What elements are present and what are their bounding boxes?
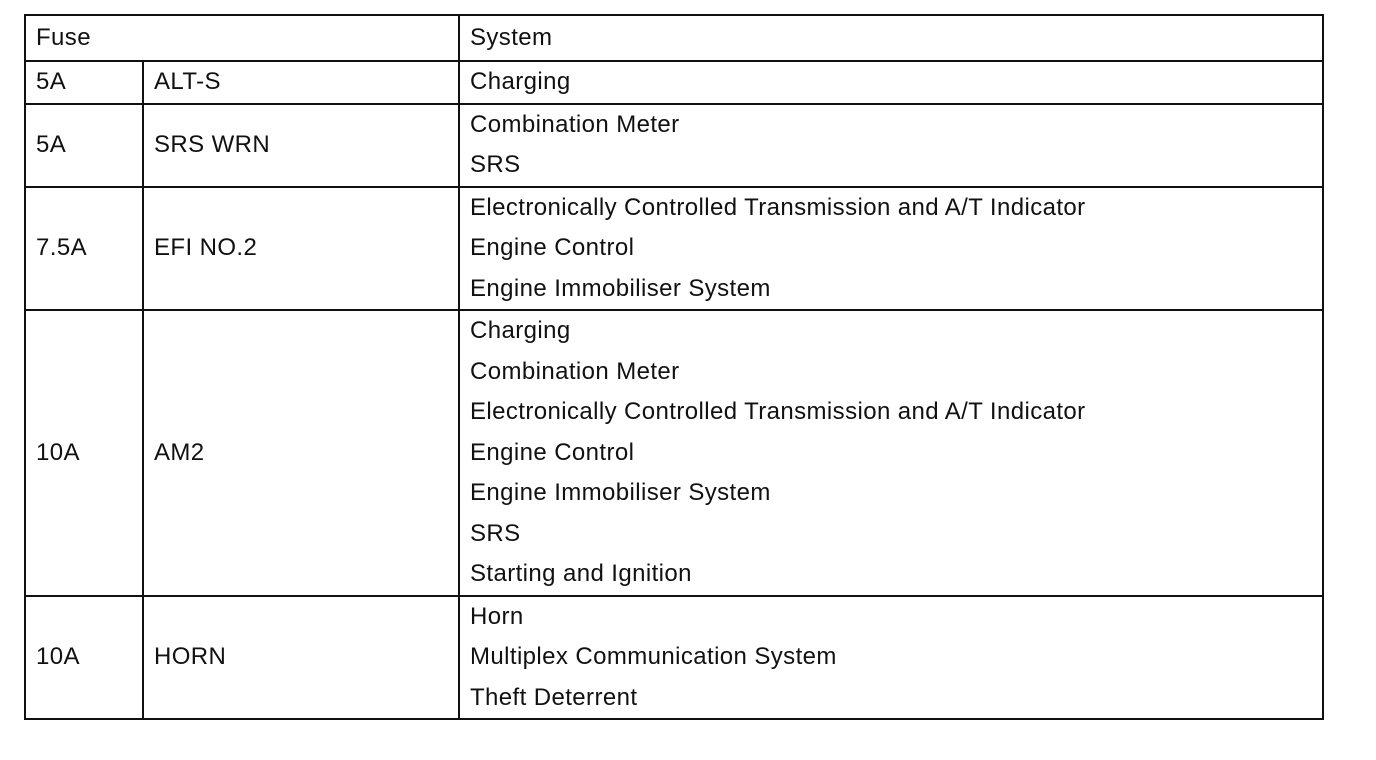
system-list <box>459 310 1323 596</box>
system-list <box>459 104 1323 187</box>
fuse-name: HORN <box>143 596 459 720</box>
system-item: Engine Immobiliser System <box>470 274 771 302</box>
table-row <box>25 187 1323 311</box>
table-row <box>25 310 1323 596</box>
system-item: Engine Control <box>470 234 635 261</box>
system-item: Horn <box>470 602 524 630</box>
system-item: Engine Immobiliser System <box>470 479 771 506</box>
fuse-table-body <box>25 61 1323 719</box>
table-row <box>25 104 1323 187</box>
fuse-amperage: 10A <box>25 596 143 720</box>
fuse-amperage: 5A <box>25 104 143 187</box>
system-item: Electronically Controlled Transmission and A/T Indicator <box>470 193 1086 221</box>
system-item: Electronically Controlled Transmission and A/T Indicator <box>470 398 1086 425</box>
fuse-table <box>24 14 1324 720</box>
fuse-name: SRS WRN <box>143 104 459 187</box>
fuse-amperage: 5A <box>25 61 143 104</box>
system-item: Starting and Ignition <box>470 560 692 587</box>
fuse-name: AM2 <box>143 310 459 596</box>
fuse-name: EFI NO.2 <box>143 187 459 311</box>
system-list <box>459 61 1323 104</box>
table-row <box>25 596 1323 720</box>
table-row <box>25 61 1323 104</box>
system-list <box>459 187 1323 311</box>
system-item: Charging <box>470 68 571 95</box>
system-item: Theft Deterrent <box>470 683 638 711</box>
fuse-name: ALT-S <box>143 61 459 104</box>
fuse-amperage: 7.5A <box>25 187 143 311</box>
system-item: Combination Meter <box>470 357 680 385</box>
system-list <box>459 596 1323 720</box>
system-item: Combination Meter <box>470 110 680 138</box>
system-item: SRS <box>470 151 521 178</box>
system-item: Multiplex Communication System <box>470 643 837 670</box>
fuse-column-header: Fuse <box>25 15 459 61</box>
system-item: SRS <box>470 519 521 547</box>
header-row <box>25 15 1323 61</box>
system-column-header: System <box>459 15 1323 61</box>
fuse-amperage: 10A <box>25 310 143 596</box>
system-item: Engine Control <box>470 438 635 466</box>
system-item: Charging <box>470 317 571 344</box>
